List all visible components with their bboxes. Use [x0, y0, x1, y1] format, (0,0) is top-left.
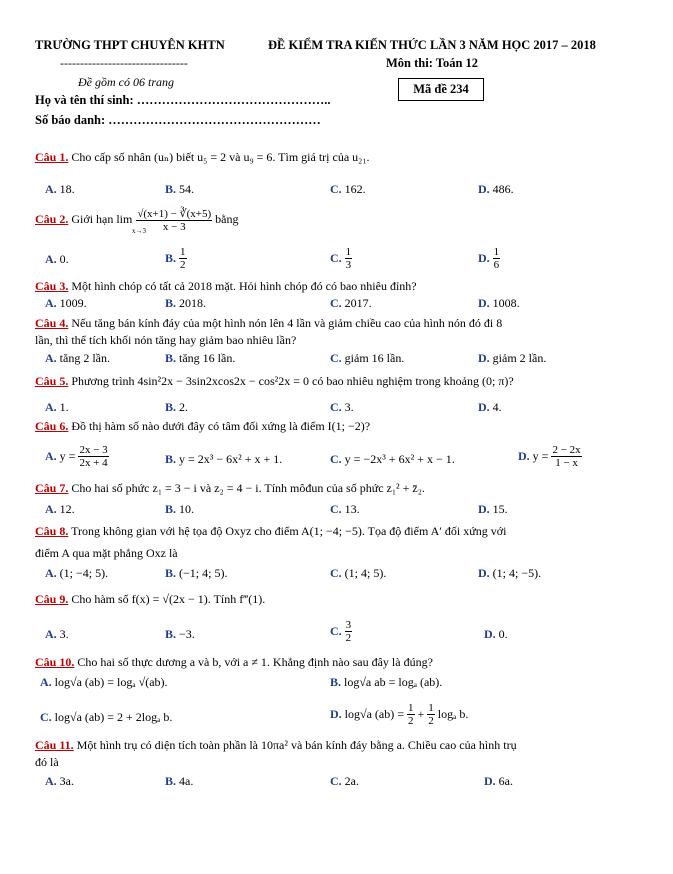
- question-label: Câu 1.: [35, 150, 69, 164]
- question-text: Cho cấp số nhân (uₙ) biết u₅ = 2 và u₉ = 6. Tìm giá trị của u₂₁.: [68, 150, 370, 164]
- q9-option-c[interactable]: C. $\frac{3}{2}$: [330, 619, 352, 644]
- question-6: Câu 6. Đồ thị hàm số nào dưới đây có tâm đối xứng là điểm I(1; −2)?: [35, 419, 371, 433]
- q9-option-d[interactable]: D. 0.: [484, 627, 508, 641]
- q9-option-b[interactable]: B. −3.: [165, 627, 195, 641]
- q1-option-a[interactable]: A. 18.: [45, 182, 75, 196]
- q10-option-a[interactable]: A. log√a (ab) = logₐ √(ab).: [40, 675, 168, 689]
- school-name: TRƯỜNG THPT CHUYÊN KHTN: [35, 38, 225, 52]
- q5-option-c[interactable]: C. 3.: [330, 400, 354, 414]
- subject-line: Môn thi: Toán 12: [386, 56, 479, 70]
- q3-option-c[interactable]: C. 2017.: [330, 296, 372, 310]
- q10-option-c[interactable]: C. log√a (ab) = 2 + 2logₐ b.: [40, 710, 173, 724]
- q1-option-b[interactable]: B. 54.: [165, 182, 195, 196]
- q7-option-b[interactable]: B. 10.: [165, 502, 195, 516]
- question-11-line2: đó là: [35, 755, 59, 769]
- question-7: Câu 7. Cho hai số phức z₁ = 3 − i và z₂ = 4 − i. Tính môđun của số phức z₁² + z̄₂.: [35, 481, 425, 495]
- exam-title: ĐỀ KIỂM TRA KIẾN THỨC LẦN 3 NĂM HỌC 2017 – 2018: [268, 38, 596, 52]
- q6-option-a[interactable]: A. y = $\frac{2x - 3}{2x + 4}$: [45, 444, 108, 469]
- q4-option-c[interactable]: C. giảm 16 lần.: [330, 351, 405, 365]
- q2-option-d[interactable]: D. $\frac{1}{6}$: [478, 246, 500, 271]
- student-id-line: Số báo danh: ……………………………………………: [35, 113, 321, 127]
- question-10: Câu 10. Cho hai số thực dương a và b, với a ≠ 1. Khẳng định nào sau đây là đúng?: [35, 655, 433, 669]
- q3-option-d[interactable]: D. 1008.: [478, 296, 520, 310]
- limit-subscript: x→3: [132, 227, 146, 235]
- question-label: Câu 2.: [35, 211, 69, 226]
- q2-option-b[interactable]: B. $\frac{1}{2}$: [165, 246, 186, 271]
- limit-fraction: $\frac{√(x+1) - ∛(x+5)}{x - 3}$: [137, 208, 212, 233]
- question-4-line2: lần, thì thể tích khối nón tăng hay giảm bao nhiêu lần?: [35, 333, 297, 347]
- question-4: Câu 4. Nếu tăng bán kính đáy của một hình nón lên 4 lần và giảm chiều cao của hình nón đó đi 8: [35, 316, 503, 330]
- q6-option-b[interactable]: B. y = 2x³ − 6x² + x + 1.: [165, 452, 283, 466]
- q2-option-c[interactable]: C. $\frac{1}{3}$: [330, 246, 352, 271]
- q11-option-a[interactable]: A. 3a.: [45, 774, 74, 788]
- question-2: Câu 2. Giới hạn lim $\frac{√(x+1) - ∛(x+5)}{x - 3}$ bằng: [35, 208, 239, 233]
- q3-option-a[interactable]: A. 1009.: [45, 296, 87, 310]
- q6-option-c[interactable]: C. y = −2x³ + 6x² + x − 1.: [330, 452, 455, 466]
- q9-option-a[interactable]: A. 3.: [45, 627, 69, 641]
- q7-option-c[interactable]: C. 13.: [330, 502, 360, 516]
- q8-option-c[interactable]: C. (1; 4; 5).: [330, 566, 387, 580]
- q5-option-d[interactable]: D. 4.: [478, 400, 502, 414]
- q4-option-d[interactable]: D. giảm 2 lần.: [478, 351, 547, 365]
- q8-option-b[interactable]: B. (−1; 4; 5).: [165, 566, 228, 580]
- question-1: [35, 150, 370, 165]
- q11-option-c[interactable]: C. 2a.: [330, 774, 359, 788]
- q5-option-b[interactable]: B. 2.: [165, 400, 189, 414]
- question-11: Câu 11. Một hình trụ có diện tích toàn phần là 10πa² và bán kính đáy bằng a. Chiều cao của hình trụ: [35, 738, 517, 752]
- question-8-line2: điểm A qua mặt phẳng Oxz là: [35, 546, 178, 560]
- question-8: Câu 8. Trong không gian với hệ tọa độ Oxyz cho điểm A(1; −4; −5). Tọa độ điểm A′ đối xứng với: [35, 524, 507, 538]
- question-9: Câu 9. Cho hàm số f(x) = √(2x − 1). Tính f‴(1).: [35, 592, 266, 606]
- header-divider: --------------------------------: [60, 56, 188, 70]
- q8-option-a[interactable]: A. (1; −4; 5).: [45, 566, 109, 580]
- q4-option-b[interactable]: B. tăng 16 lần.: [165, 351, 236, 365]
- q10-option-b[interactable]: B. log√a ab = logₐ (ab).: [330, 675, 443, 689]
- pages-note: Đề gồm có 06 trang: [78, 75, 174, 89]
- q1-option-d[interactable]: D. 486.: [478, 182, 514, 196]
- q5-option-a[interactable]: A. 1.: [45, 400, 69, 414]
- q11-option-d[interactable]: D. 6a.: [484, 774, 513, 788]
- question-5: Câu 5. Phương trình 4sin²2x − 3sin2xcos2x − cos²2x = 0 có bao nhiêu nghiệm trong khoảng (0; π)?: [35, 374, 514, 388]
- q7-option-a[interactable]: A. 12.: [45, 502, 75, 516]
- exam-code-box: Mã đề 234: [398, 78, 484, 101]
- q1-option-c[interactable]: C. 162.: [330, 182, 366, 196]
- question-3: Câu 3. Một hình chóp có tất cả 2018 mặt. Hỏi hình chóp đó có bao nhiêu đỉnh?: [35, 279, 417, 293]
- q7-option-d[interactable]: D. 15.: [478, 502, 508, 516]
- q11-option-b[interactable]: B. 4a.: [165, 774, 194, 788]
- q10-option-d[interactable]: D. log√a (ab) = $\frac{1}{2}$ + $\frac{1}{2}$ logₐ b.: [330, 702, 469, 727]
- q2-option-a[interactable]: A. 0.: [45, 252, 69, 266]
- q3-option-b[interactable]: B. 2018.: [165, 296, 207, 310]
- student-name-line: Họ và tên thí sinh: ………………………………………..: [35, 93, 331, 107]
- q6-option-d[interactable]: D. y = $\frac{2 - 2x}{1 - x}$: [518, 444, 581, 469]
- q4-option-a[interactable]: A. tăng 2 lần.: [45, 351, 110, 365]
- q8-option-d[interactable]: D. (1; 4; −5).: [478, 566, 542, 580]
